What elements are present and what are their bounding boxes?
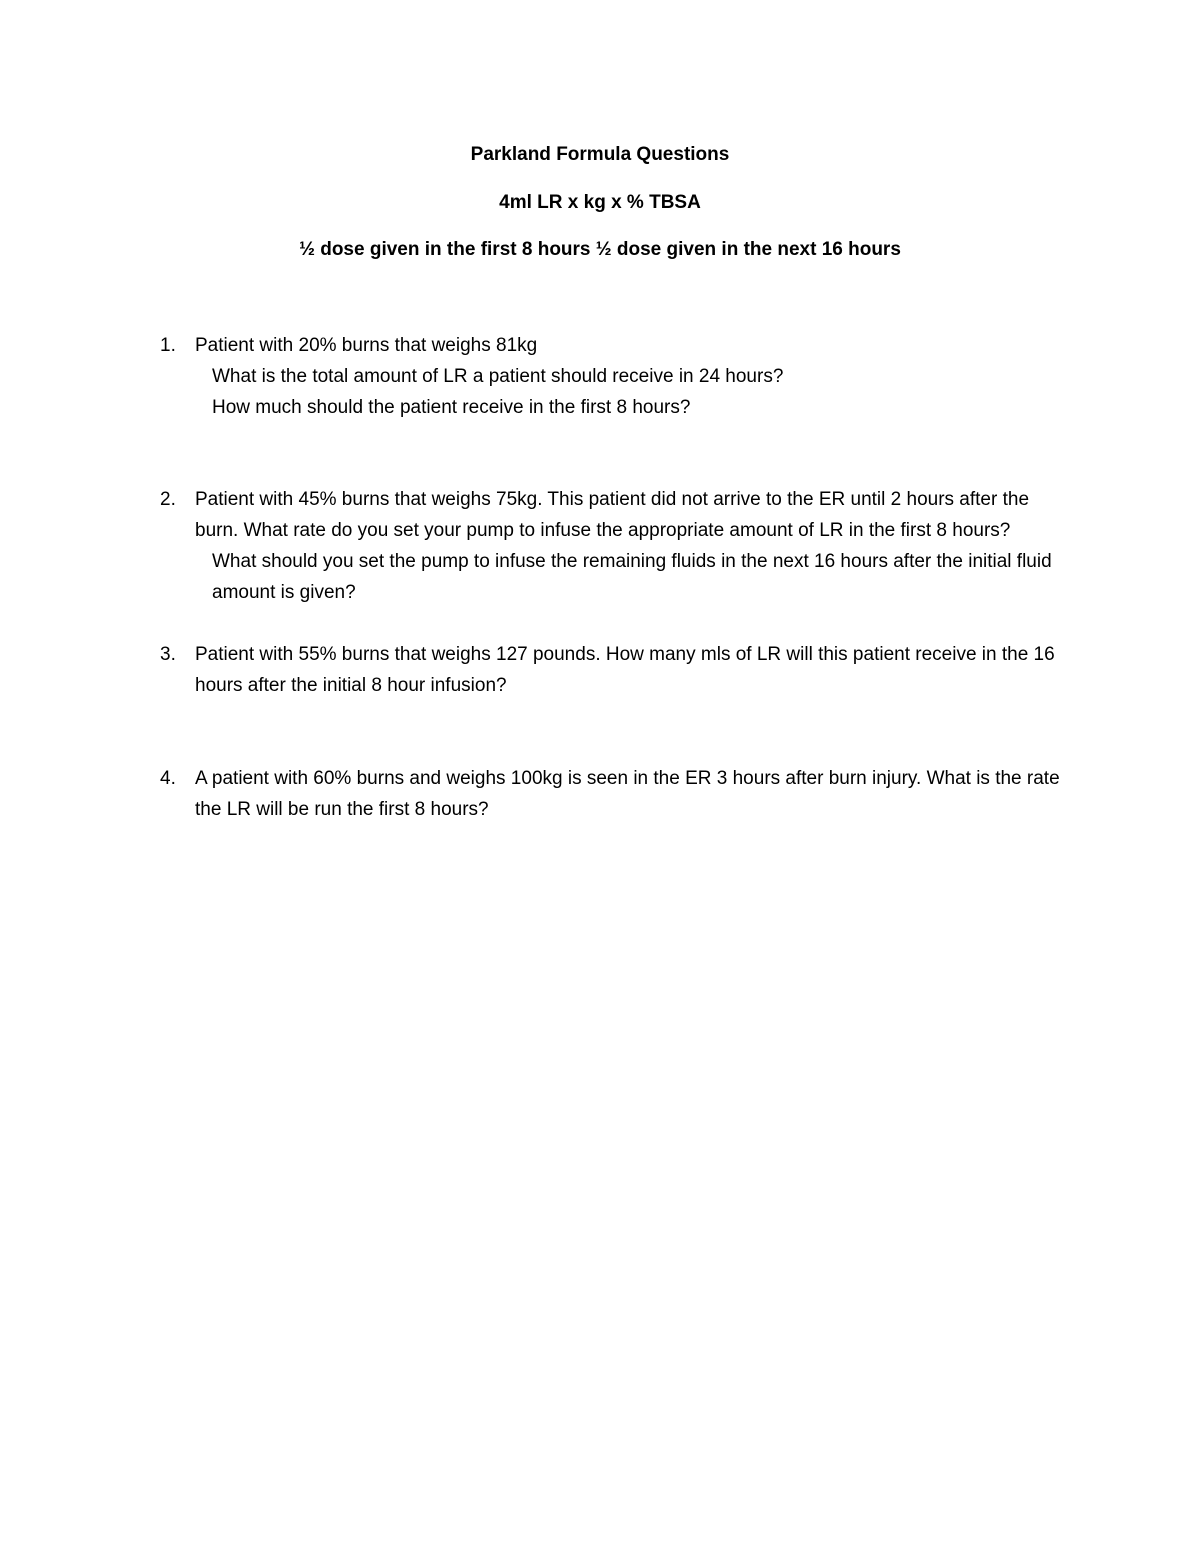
question-text: A patient with 60% burns and weighs 100kg is seen in the ER 3 hours after burn injury. What is the rate the LR will be run the first 8 hours?	[195, 768, 1060, 820]
question-subquestion: What is the total amount of LR a patient should receive in 24 hours?	[212, 366, 784, 387]
question-4	[160, 763, 1070, 825]
question-text: Patient with 45% burns that weighs 75kg. This patient did not arrive to the ER until 2 hours after the burn. What rate do you set your pump to infuse the appropriate amount of LR in the first 8 hours?	[195, 489, 1030, 541]
formula-line: 4ml LR x kg x % TBSA	[499, 192, 701, 213]
question-number: 1.	[160, 335, 176, 356]
question-list	[160, 330, 1070, 825]
question-number: 4.	[160, 768, 176, 789]
question-1	[160, 330, 1070, 423]
question-text: Patient with 55% burns that weighs 127 pounds. How many mls of LR will this patient receive in the 16 hours after the initial 8 hour infusion?	[195, 644, 1055, 696]
question-number: 3.	[160, 644, 176, 665]
question-text: Patient with 20% burns that weighs 81kg	[195, 335, 538, 356]
dose-schedule-line: ½ dose given in the first 8 hours ½ dose given in the next 16 hours	[299, 239, 901, 260]
question-2	[160, 484, 1070, 608]
question-subquestion: How much should the patient receive in the first 8 hours?	[212, 397, 691, 418]
question-subquestion: What should you set the pump to infuse the remaining fluids in the next 16 hours after the initial fluid amount is given?	[212, 551, 1052, 603]
question-3	[160, 639, 1070, 701]
document-title: Parkland Formula Questions	[470, 144, 730, 165]
question-number: 2.	[160, 489, 176, 510]
